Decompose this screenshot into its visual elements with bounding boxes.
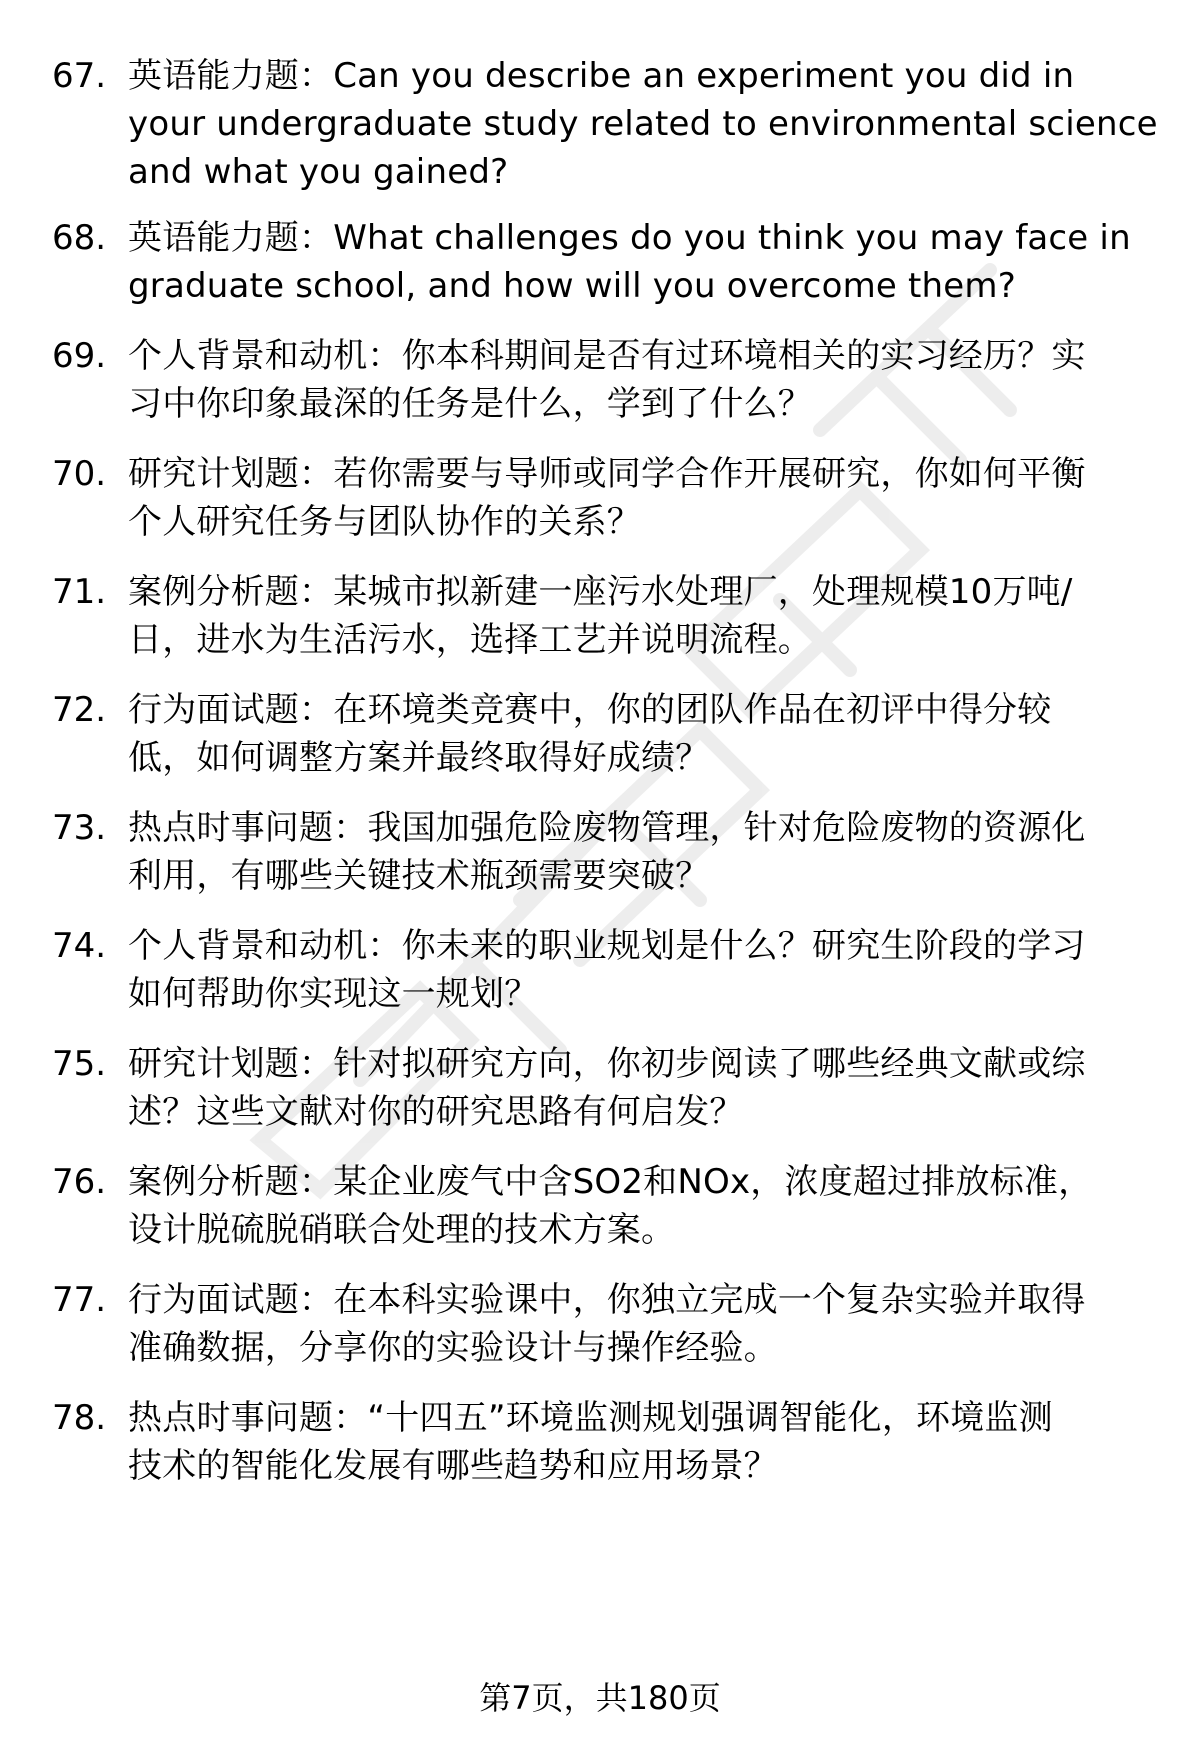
question-number: 78. (52, 1398, 107, 1438)
question-text: 案例分析题：某城市拟新建一座污水处理厂，处理规模10万吨/ 日，进水为生活污水，选择工艺并说明流程。 (128, 572, 1073, 660)
question-text: 案例分析题：某企业废气中含SO2和NOx，浓度超过排放标准， 设计脱硫脱硝联合处理的技术方案。 (128, 1162, 1093, 1250)
question-text: 英语能力题：Can you describe an experiment you did in your undergraduate study related to environmental science and what you gained? (128, 56, 1158, 192)
question-number: 76. (52, 1162, 107, 1202)
question-text: 热点时事问题：我国加强危险废物管理，针对危险废物的资源化 利用，有哪些关键技术瓶颈需要突破？ (128, 808, 1086, 896)
question-number: 67. (52, 56, 107, 96)
question-number: 68. (52, 218, 107, 258)
question-number: 77. (52, 1280, 107, 1320)
question-number: 69. (52, 336, 107, 376)
question-text: 英语能力题：What challenges do you think you may face in graduate school, and how will you overcome them? (128, 218, 1131, 306)
question-number: 75. (52, 1044, 107, 1084)
question-text: 热点时事问题：“十四五”环境监测规划强调智能化，环境监测 技术的智能化发展有哪些趋势和应用场景？ (128, 1398, 1053, 1486)
question-text: 个人背景和动机：你本科期间是否有过环境相关的实习经历？实 习中你印象最深的任务是什么，学到了什么？ (128, 336, 1086, 424)
question-text: 行为面试题：在本科实验课中，你独立完成一个复杂实验并取得 准确数据，分享你的实验设计与操作经验。 (128, 1280, 1086, 1368)
page-footer: 第7页，共180页 (479, 1679, 721, 1717)
question-text: 研究计划题：若你需要与导师或同学合作开展研究，你如何平衡 个人研究任务与团队协作的关系？ (128, 454, 1086, 542)
question-text: 行为面试题：在环境类竞赛中，你的团队作品在初评中得分较 低，如何调整方案并最终取得好成绩？ (128, 690, 1052, 778)
question-number: 73. (52, 808, 107, 848)
question-text: 个人背景和动机：你未来的职业规划是什么？研究生阶段的学习 如何帮助你实现这一规划？ (128, 926, 1086, 1014)
question-number: 74. (52, 926, 107, 966)
question-text: 研究计划题：针对拟研究方向，你初步阅读了哪些经典文献或综 述？这些文献对你的研究思路有何启发？ (128, 1044, 1086, 1132)
question-number: 72. (52, 690, 107, 730)
question-number: 70. (52, 454, 107, 494)
question-number: 71. (52, 572, 107, 612)
